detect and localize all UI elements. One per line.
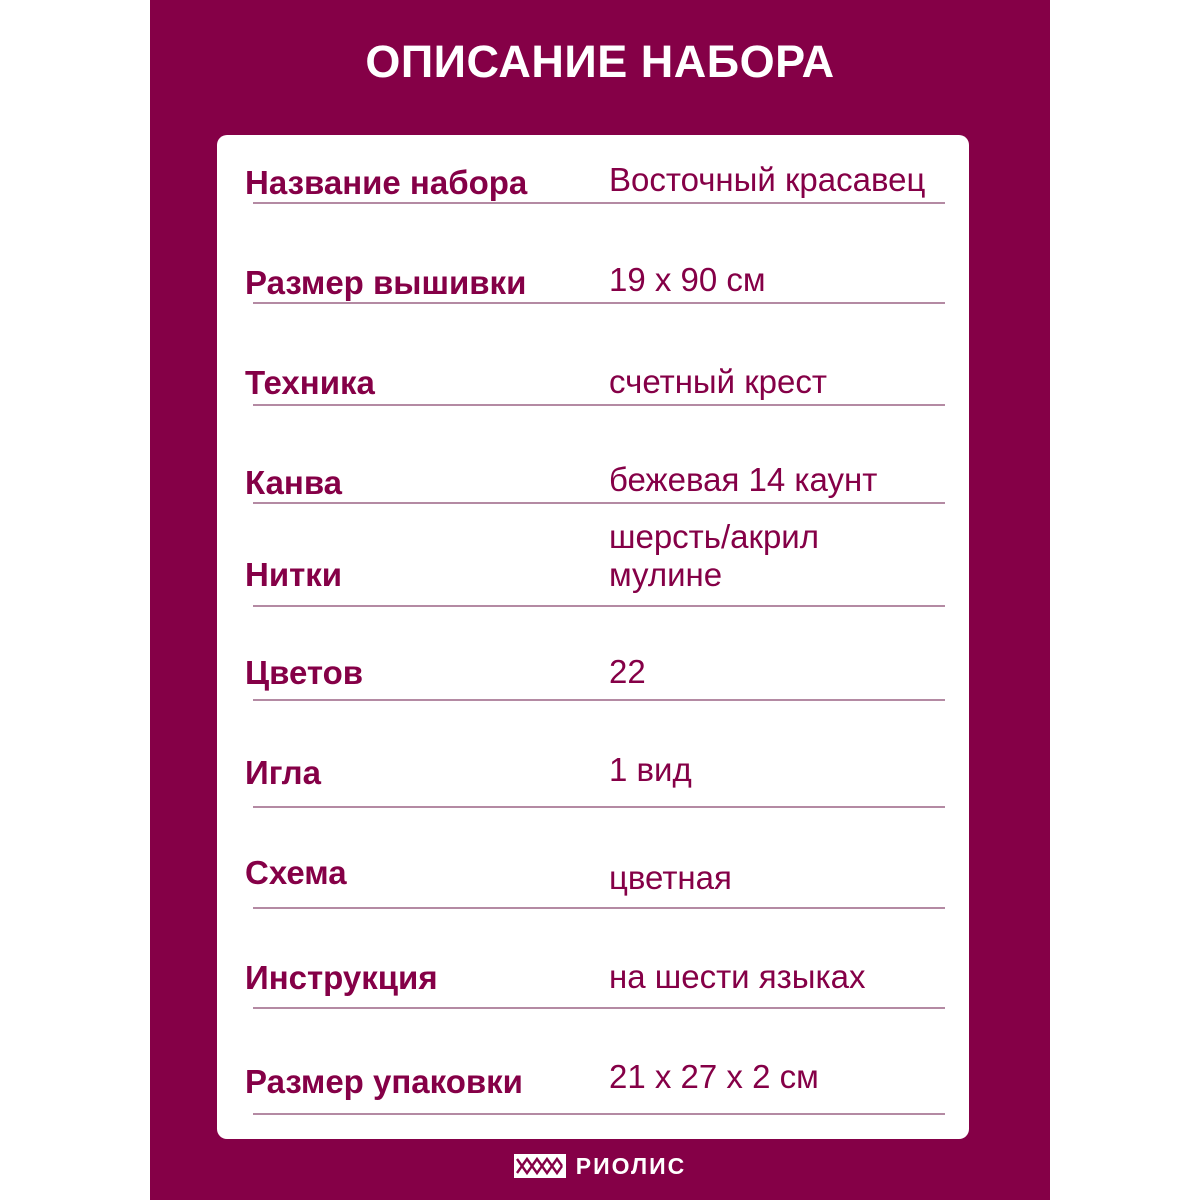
spec-label: Техника xyxy=(245,364,375,401)
row-divider xyxy=(253,699,945,701)
spec-label: Игла xyxy=(245,754,321,791)
spec-value: Восточный красавец xyxy=(609,161,926,198)
spec-value: счетный крест xyxy=(609,363,827,400)
spec-value: бежевая 14 каунт xyxy=(609,461,878,498)
row-divider xyxy=(253,404,945,406)
spec-label: Инструкция xyxy=(245,959,438,996)
specs-card xyxy=(217,135,969,1139)
spec-value: на шести языках xyxy=(609,958,866,995)
spec-value: 21 х 27 х 2 см xyxy=(609,1058,819,1095)
row-divider xyxy=(253,302,945,304)
row-divider xyxy=(253,806,945,808)
spec-value: цветная xyxy=(609,859,732,896)
description-panel xyxy=(150,0,1050,1200)
spec-label: Нитки xyxy=(245,556,343,593)
page-title: ОПИСАНИЕ НАБОРА xyxy=(365,36,835,87)
spec-value-line1: шерсть/акрил xyxy=(609,518,819,555)
row-divider xyxy=(253,1007,945,1009)
brand-footer xyxy=(150,1150,1050,1182)
rhombus-pattern-logo-icon xyxy=(514,1154,566,1178)
spec-label: Канва xyxy=(245,464,343,501)
brand-name: РИОЛИС xyxy=(575,1153,687,1179)
spec-value: 1 вид xyxy=(609,751,692,788)
spec-value: 22 xyxy=(609,653,646,690)
spec-label: Цветов xyxy=(245,654,364,691)
row-divider xyxy=(253,202,945,204)
row-divider xyxy=(253,605,945,607)
row-divider xyxy=(253,1113,945,1115)
row-divider xyxy=(253,907,945,909)
row-divider xyxy=(253,502,945,504)
spec-label: Схема xyxy=(245,854,347,891)
spec-label: Название набора xyxy=(245,164,528,201)
spec-value-line2: мулине xyxy=(609,556,723,593)
spec-value: 19 х 90 см xyxy=(609,261,766,298)
spec-label: Размер упаковки xyxy=(245,1063,523,1100)
spec-label: Размер вышивки xyxy=(245,264,527,301)
